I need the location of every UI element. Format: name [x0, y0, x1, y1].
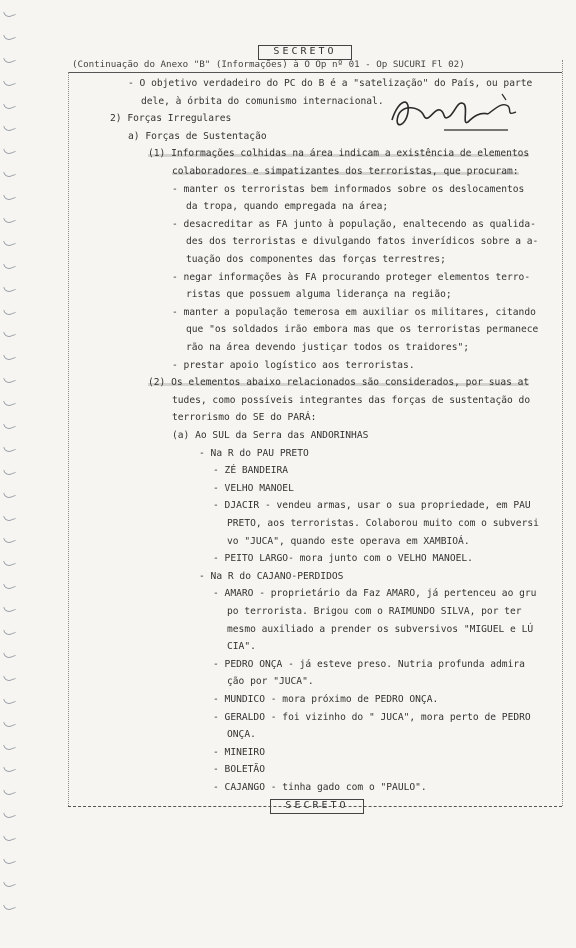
text-line: tudes, como possíveis integrantes das forças de sustentação do: [172, 394, 531, 406]
text-line: - manter os terroristas bem informados sobre os deslocamentos: [172, 183, 525, 195]
text-line: - VELHO MANOEL: [213, 482, 294, 494]
text-line: po terrorista. Brigou com o RAIMUNDO SILVA, por ter: [227, 606, 522, 617]
text-line: (1) Informações colhidas na área indicam a existência de elementos: [148, 148, 530, 160]
continuation-header: (Continuação do Anexo "B" (Informações) à O Op nº 01 - Op SUCURI Fl 02): [72, 59, 465, 70]
spiral-binding: [4, 10, 20, 910]
text-line: - CAJANGO - tinha gado com o "PAULO".: [213, 782, 427, 793]
text-line: dele, à órbita do comunismo internacional.: [141, 95, 384, 107]
text-line: - PEDRO ONÇA - já esteve preso. Nutria profunda admira: [213, 658, 525, 670]
text-line: CIA".: [227, 641, 256, 653]
text-line: vo "JUCA", quando este operava em XAMBIOÁ.: [227, 535, 470, 547]
text-line: que "os soldados irão embora mas que os terroristas permanece: [186, 324, 539, 336]
text-line: - ZÉ BANDEIRA: [213, 465, 289, 477]
text-line: terrorismo do SE do PARÁ:: [172, 412, 317, 424]
left-margin-line: [68, 72, 69, 806]
text-line: colaboradores e simpatizantes dos terroristas, que procuram:: [172, 166, 519, 177]
text-line: - PEITO LARGO- mora junto com o VELHO MANOEL.: [213, 553, 473, 565]
text-line: - Na R do PAU PRETO: [199, 447, 309, 459]
top-rule: [68, 72, 562, 73]
text-line: - MUNDICO - mora próximo de PEDRO ONÇA.: [213, 694, 439, 705]
text-line: - GERALDO - foi vizinho do " JUCA", mora perto de PEDRO: [213, 711, 531, 723]
text-line: des dos terroristas e divulgando fatos inverídicos sobre a a-: [186, 236, 539, 248]
text-line: (2) Os elementos abaixo relacionados são considerados, por suas at: [148, 377, 530, 389]
text-line: - AMARO - proprietário da Faz AMARO, já pertenceu ao gru: [213, 588, 537, 600]
text-line: - MINEIRO: [213, 746, 265, 758]
text-line: - Na R do CAJANO-PERDIDOS: [199, 570, 344, 582]
text-line: tuação dos componentes das forças terrestres;: [186, 254, 446, 265]
text-line: (a) Ao SUL da Serra das ANDORINHAS: [172, 430, 369, 441]
text-line: 2) Forças Irregulares: [110, 113, 232, 125]
text-line: - BOLETÃO: [213, 764, 265, 776]
text-line: - negar informações às FA procurando proteger elementos terro-: [172, 271, 531, 283]
text-line: a) Forças de Sustentação: [128, 130, 267, 142]
text-line: ONÇA.: [227, 729, 256, 741]
text-line: - O objetivo verdadeiro do PC do B é a "satelização" do País, ou parte: [128, 78, 533, 89]
classification-stamp-top: SECRETO: [258, 45, 352, 60]
text-line: PRETO, aos terroristas. Colaborou muito com o subversi: [227, 518, 539, 529]
text-line: - manter a população temerosa em auxiliar os militares, citando: [172, 306, 536, 318]
text-line: - DJACIR - vendeu armas, usar o sua propriedade, em PAU: [213, 500, 531, 512]
classification-stamp-bottom: SECRETO: [270, 799, 364, 814]
right-margin-line: [562, 60, 563, 806]
text-line: - prestar apoio logístico aos terroristas.: [172, 359, 415, 371]
text-line: - desacreditar as FA junto à população, enaltecendo as qualida-: [172, 218, 536, 230]
text-line: da tropa, quando empregada na área;: [186, 201, 389, 213]
handwritten-signature: [384, 86, 524, 136]
text-line: mesmo auxiliado a prender os subversivos "MIGUEL e LÚ: [227, 623, 534, 635]
text-line: ção por "JUCA".: [227, 676, 314, 688]
text-line: ristas que possuem alguma liderança na região;: [186, 289, 452, 301]
text-line: rão na área devendo justiçar todos os traidores";: [186, 342, 470, 353]
